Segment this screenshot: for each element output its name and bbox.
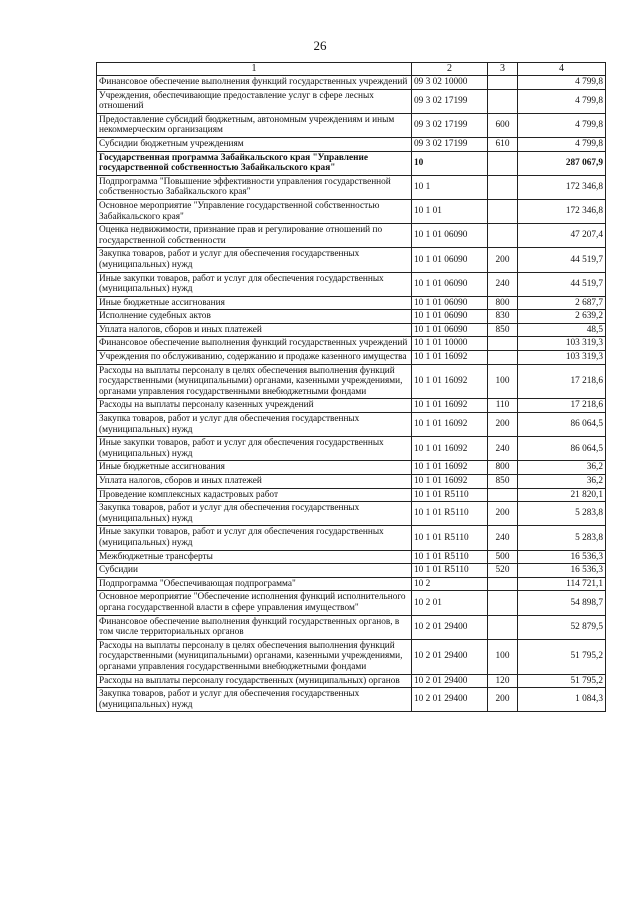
table-row	[97, 399, 606, 413]
table-row	[97, 488, 606, 502]
row-vr-cell	[488, 337, 518, 351]
row-code-cell: 10 1 01	[412, 199, 488, 223]
table-row	[97, 351, 606, 365]
row-name-cell: Исполнение судебных актов	[97, 310, 412, 324]
row-name-cell: Иные бюджетные ассигнования	[97, 461, 412, 475]
row-sum-cell: 172 346,8	[518, 175, 606, 199]
row-code-cell: 10 2 01 29400	[412, 674, 488, 688]
row-vr-cell: 850	[488, 475, 518, 489]
table-row	[97, 564, 606, 578]
row-code-cell: 10 1 01 16092	[412, 437, 488, 461]
row-name-cell: Иные бюджетные ассигнования	[97, 296, 412, 310]
row-sum-cell: 47 207,4	[518, 224, 606, 248]
row-sum-cell: 4 799,8	[518, 89, 606, 113]
table-row	[97, 310, 606, 324]
row-name-cell: Расходы на выплаты персоналу государственных (муниципальных) органов	[97, 674, 412, 688]
row-sum-cell: 2 687,7	[518, 296, 606, 310]
row-code-cell: 10 1 01 16092	[412, 351, 488, 365]
row-sum-cell: 36,2	[518, 475, 606, 489]
table-row	[97, 323, 606, 337]
row-sum-cell: 4 799,8	[518, 137, 606, 151]
row-code-cell: 10 1	[412, 175, 488, 199]
row-code-cell: 10 1 01 06090	[412, 248, 488, 272]
table-row	[97, 591, 606, 615]
table-row	[97, 89, 606, 113]
table-row	[97, 199, 606, 223]
row-sum-cell: 16 536,3	[518, 564, 606, 578]
column-header-name: 1	[97, 63, 412, 76]
row-name-cell: Уплата налогов, сборов и иных платежей	[97, 475, 412, 489]
row-name-cell: Основное мероприятие "Управление государственной собственностью Забайкальского края"	[97, 199, 412, 223]
row-code-cell: 10 1 01 16092	[412, 413, 488, 437]
row-sum-cell: 2 639,2	[518, 310, 606, 324]
row-vr-cell: 120	[488, 674, 518, 688]
table-row	[97, 615, 606, 639]
row-sum-cell: 52 879,5	[518, 615, 606, 639]
row-sum-cell: 86 064,5	[518, 413, 606, 437]
row-sum-cell: 48,5	[518, 323, 606, 337]
table-row	[97, 577, 606, 591]
row-vr-cell	[488, 224, 518, 248]
row-sum-cell: 103 319,3	[518, 351, 606, 365]
row-code-cell: 10 1 01 06090	[412, 310, 488, 324]
table-row	[97, 526, 606, 550]
row-name-cell: Финансовое обеспечение выполнения функций государственных учреждений	[97, 76, 412, 90]
row-sum-cell: 5 283,8	[518, 526, 606, 550]
row-vr-cell	[488, 175, 518, 199]
row-code-cell: 09 3 02 17199	[412, 137, 488, 151]
table-row	[97, 502, 606, 526]
row-sum-cell: 51 795,2	[518, 674, 606, 688]
row-sum-cell: 54 898,7	[518, 591, 606, 615]
row-sum-cell: 287 067,9	[518, 151, 606, 175]
row-sum-cell: 17 218,6	[518, 399, 606, 413]
row-sum-cell: 21 820,1	[518, 488, 606, 502]
row-name-cell: Проведение комплексных кадастровых работ	[97, 488, 412, 502]
row-name-cell: Предоставление субсидий бюджетным, автономным учреждениям и иным некоммерческим организациям	[97, 113, 412, 137]
row-vr-cell: 830	[488, 310, 518, 324]
row-vr-cell: 500	[488, 550, 518, 564]
table-row	[97, 550, 606, 564]
row-vr-cell: 200	[488, 688, 518, 712]
row-code-cell: 10 1 01 06090	[412, 272, 488, 296]
row-name-cell: Уплата налогов, сборов и иных платежей	[97, 323, 412, 337]
row-sum-cell: 44 519,7	[518, 248, 606, 272]
row-vr-cell	[488, 76, 518, 90]
table-row	[97, 224, 606, 248]
row-vr-cell: 240	[488, 272, 518, 296]
row-sum-cell: 172 346,8	[518, 199, 606, 223]
table-row	[97, 461, 606, 475]
row-sum-cell: 5 283,8	[518, 502, 606, 526]
row-name-cell: Субсидии	[97, 564, 412, 578]
row-vr-cell: 610	[488, 137, 518, 151]
table-row	[97, 175, 606, 199]
row-vr-cell	[488, 151, 518, 175]
row-code-cell: 10 1 01 R5110	[412, 564, 488, 578]
column-header-code: 2	[412, 63, 488, 76]
row-sum-cell: 44 519,7	[518, 272, 606, 296]
row-vr-cell: 800	[488, 296, 518, 310]
row-name-cell: Финансовое обеспечение выполнения функций государственных учреждений	[97, 337, 412, 351]
row-vr-cell: 520	[488, 564, 518, 578]
row-code-cell: 10	[412, 151, 488, 175]
row-name-cell: Подпрограмма "Обеспечивающая подпрограмма"	[97, 577, 412, 591]
row-name-cell: Закупка товаров, работ и услуг для обеспечения государственных (муниципальных) нужд	[97, 413, 412, 437]
row-sum-cell: 86 064,5	[518, 437, 606, 461]
row-name-cell: Расходы на выплаты персоналу в целях обеспечения выполнения функций государственными (муниципальными) органами, казенными учреждениями, органами управления государственными внебюджетными фондами	[97, 364, 412, 399]
row-name-cell: Иные закупки товаров, работ и услуг для обеспечения государственных (муниципальных) нужд	[97, 272, 412, 296]
row-code-cell: 10 1 01 10000	[412, 337, 488, 351]
row-code-cell: 10 2 01 29400	[412, 615, 488, 639]
row-name-cell: Расходы на выплаты персоналу казенных учреждений	[97, 399, 412, 413]
row-vr-cell: 200	[488, 413, 518, 437]
table-header-row	[97, 63, 606, 76]
table-body	[97, 63, 606, 712]
row-vr-cell: 850	[488, 323, 518, 337]
row-name-cell: Закупка товаров, работ и услуг для обеспечения государственных (муниципальных) нужд	[97, 502, 412, 526]
row-code-cell: 10 1 01 06090	[412, 224, 488, 248]
row-vr-cell	[488, 199, 518, 223]
row-sum-cell: 16 536,3	[518, 550, 606, 564]
row-name-cell: Закупка товаров, работ и услуг для обеспечения государственных (муниципальных) нужд	[97, 248, 412, 272]
row-code-cell: 10 1 01 R5110	[412, 488, 488, 502]
row-sum-cell: 1 084,3	[518, 688, 606, 712]
table-row	[97, 113, 606, 137]
row-sum-cell: 17 218,6	[518, 364, 606, 399]
page-number: 26	[313, 38, 327, 53]
table-row	[97, 475, 606, 489]
row-name-cell: Подпрограмма "Повышение эффективности управления государственной собственностью Забайкальского края"	[97, 175, 412, 199]
row-sum-cell: 114 721,1	[518, 577, 606, 591]
row-vr-cell: 200	[488, 248, 518, 272]
row-code-cell: 09 3 02 17199	[412, 89, 488, 113]
table-row	[97, 272, 606, 296]
row-code-cell: 09 3 02 17199	[412, 113, 488, 137]
row-code-cell: 10 1 01 06090	[412, 323, 488, 337]
row-vr-cell	[488, 577, 518, 591]
row-code-cell: 10 2 01 29400	[412, 639, 488, 674]
row-name-cell: Учреждения, обеспечивающие предоставление услуг в сфере лесных отношений	[97, 89, 412, 113]
column-header-vr: 3	[488, 63, 518, 76]
row-code-cell: 10 1 01 16092	[412, 475, 488, 489]
row-vr-cell: 100	[488, 639, 518, 674]
row-sum-cell: 51 795,2	[518, 639, 606, 674]
table-row	[97, 688, 606, 712]
table-row	[97, 137, 606, 151]
row-code-cell: 10 2 01	[412, 591, 488, 615]
row-name-cell: Учреждения по обслуживанию, содержанию и продаже казенного имущества	[97, 351, 412, 365]
row-name-cell: Финансовое обеспечение выполнения функций государственных органов, в том числе территориальных органов	[97, 615, 412, 639]
row-vr-cell: 240	[488, 526, 518, 550]
row-code-cell: 10 1 01 R5110	[412, 550, 488, 564]
row-code-cell: 09 3 02 10000	[412, 76, 488, 90]
table-row	[97, 76, 606, 90]
row-name-cell: Расходы на выплаты персоналу в целях обеспечения выполнения функций государственными (муниципальными) органами, казенными учреждениями, органами управления государственными внебюджетными фондами	[97, 639, 412, 674]
row-code-cell: 10 2 01 29400	[412, 688, 488, 712]
row-code-cell: 10 1 01 16092	[412, 399, 488, 413]
row-code-cell: 10 1 01 16092	[412, 461, 488, 475]
column-header-sum: 4	[518, 63, 606, 76]
row-code-cell: 10 2	[412, 577, 488, 591]
row-vr-cell	[488, 591, 518, 615]
row-code-cell: 10 1 01 R5110	[412, 526, 488, 550]
table-row	[97, 337, 606, 351]
row-name-cell: Субсидии бюджетным учреждениям	[97, 137, 412, 151]
table-row	[97, 151, 606, 175]
row-vr-cell: 240	[488, 437, 518, 461]
row-name-cell: Иные закупки товаров, работ и услуг для обеспечения государственных (муниципальных) нужд	[97, 437, 412, 461]
row-sum-cell: 4 799,8	[518, 113, 606, 137]
table-row	[97, 639, 606, 674]
table-row	[97, 437, 606, 461]
row-vr-cell	[488, 89, 518, 113]
budget-table	[96, 62, 606, 712]
row-code-cell: 10 1 01 R5110	[412, 502, 488, 526]
table-row	[97, 364, 606, 399]
row-sum-cell: 103 319,3	[518, 337, 606, 351]
row-vr-cell: 600	[488, 113, 518, 137]
row-vr-cell	[488, 488, 518, 502]
row-sum-cell: 36,2	[518, 461, 606, 475]
row-code-cell: 10 1 01 06090	[412, 296, 488, 310]
row-vr-cell: 110	[488, 399, 518, 413]
row-sum-cell: 4 799,8	[518, 76, 606, 90]
row-name-cell: Иные закупки товаров, работ и услуг для обеспечения государственных (муниципальных) нужд	[97, 526, 412, 550]
row-vr-cell	[488, 351, 518, 365]
row-vr-cell: 100	[488, 364, 518, 399]
table-row	[97, 413, 606, 437]
table-row	[97, 674, 606, 688]
row-vr-cell: 200	[488, 502, 518, 526]
row-name-cell: Государственная программа Забайкальского края "Управление государственной собственностью Забайкальского края"	[97, 151, 412, 175]
row-name-cell: Межбюджетные трансферты	[97, 550, 412, 564]
row-vr-cell: 800	[488, 461, 518, 475]
row-vr-cell	[488, 615, 518, 639]
table-row	[97, 296, 606, 310]
row-name-cell: Основное мероприятие "Обеспечение исполнения функций исполнительного органа государственной власти в сфере управления имуществом"	[97, 591, 412, 615]
row-code-cell: 10 1 01 16092	[412, 364, 488, 399]
row-name-cell: Оценка недвижимости, признание прав и регулирование отношений по государственной собственности	[97, 224, 412, 248]
row-name-cell: Закупка товаров, работ и услуг для обеспечения государственных (муниципальных) нужд	[97, 688, 412, 712]
table-row	[97, 248, 606, 272]
